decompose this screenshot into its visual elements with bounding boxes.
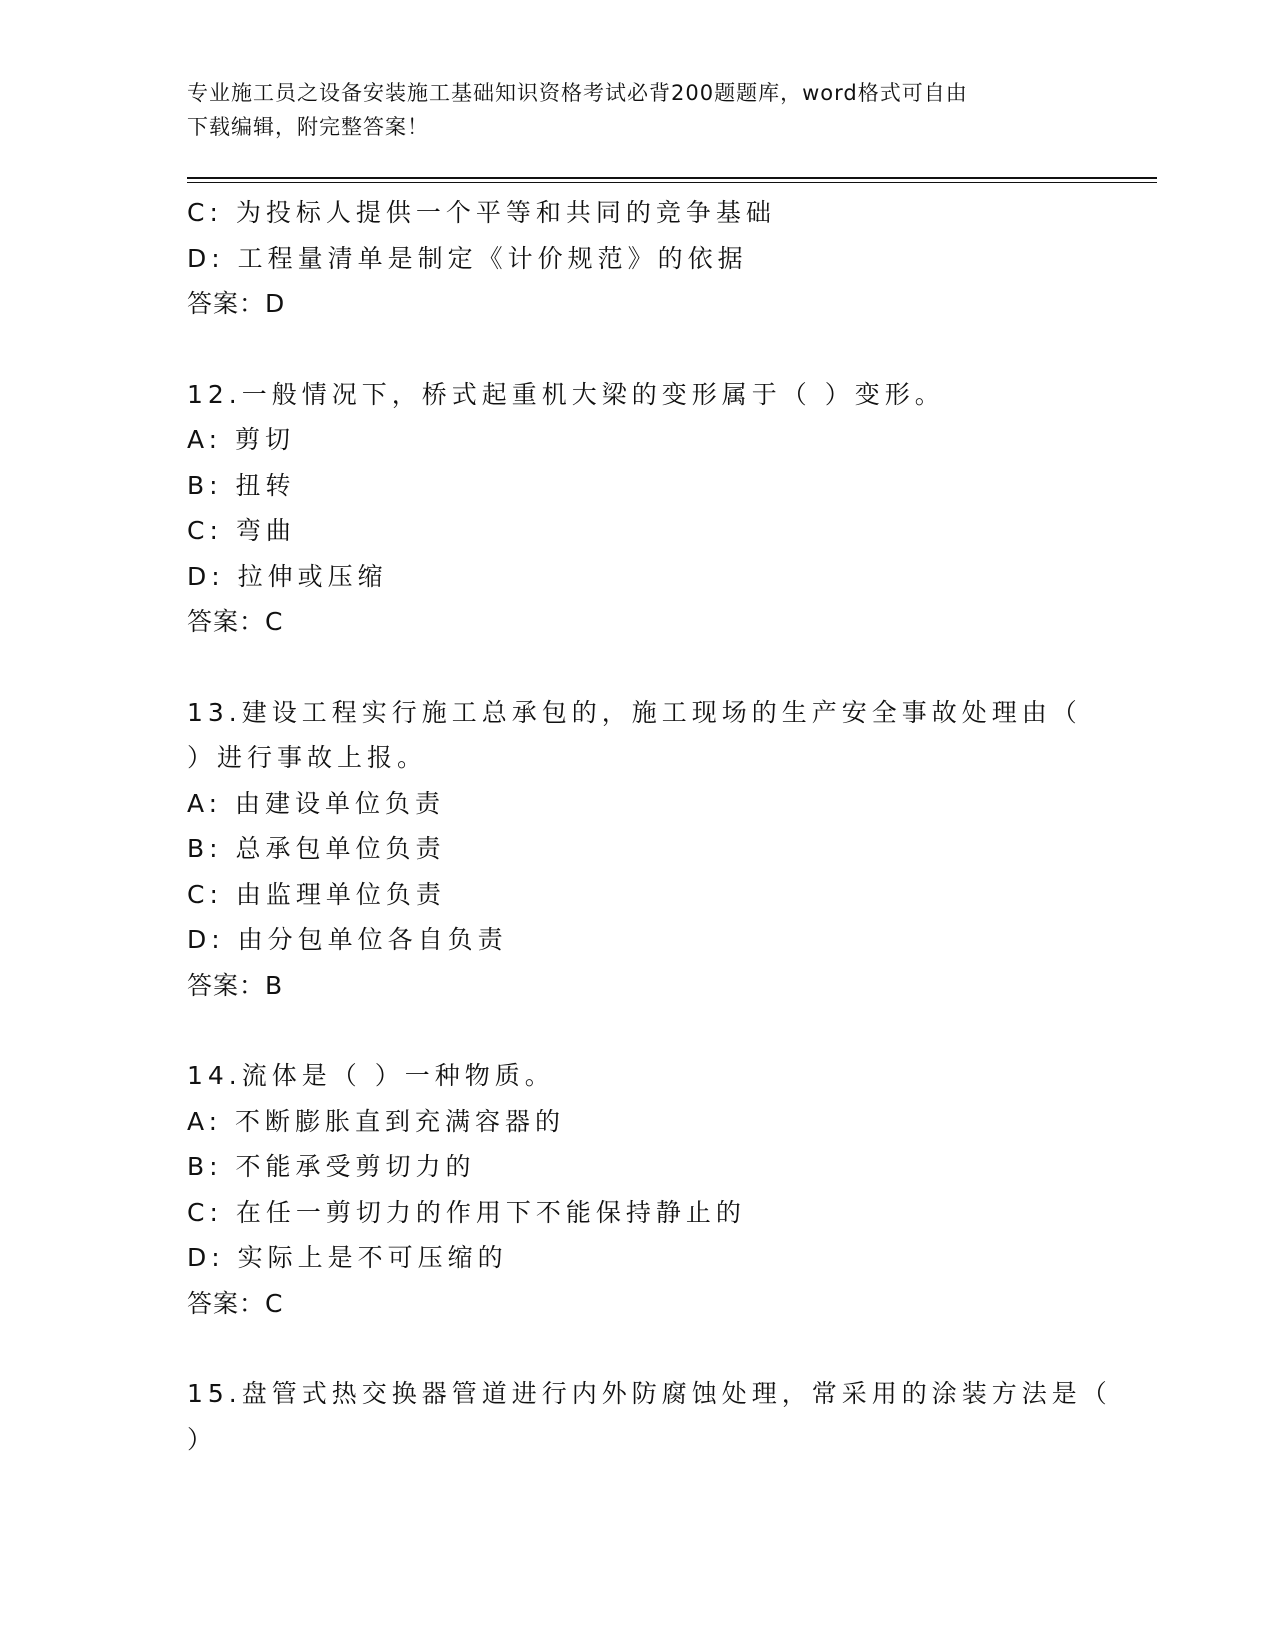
question-block-14 [187, 1053, 1087, 1326]
question-stem-continued: ） [187, 1424, 218, 1454]
header-line-2: 下载编辑，附完整答案！ [187, 115, 429, 139]
option-d: D: 由分包单位各自负责 [187, 925, 508, 954]
option-c: C: 在任一剪切力的作用下不能保持静止的 [187, 1197, 746, 1227]
option-d: D: 拉伸或压缩 [187, 561, 388, 591]
option-d: D: 工程量清单是制定《计价规范》的依据 [187, 243, 748, 273]
question-stem: 13.建设工程实行施工总承包的，施工现场的生产安全事故处理由（ [187, 697, 1082, 727]
question-block-15 [187, 1371, 1112, 1462]
question-stem: 15.盘管式热交换器管道进行内外防腐蚀处理，常采用的涂装方法是（ [187, 1379, 1112, 1408]
option-c: C: 弯曲 [187, 516, 296, 545]
header-line-1: 专业施工员之设备安装施工基础知识资格考试必背200题题库，word格式可自由 [187, 81, 968, 105]
question-block-12 [187, 372, 1087, 645]
option-a: A: 由建设单位负责 [187, 788, 446, 818]
question-stem: 12.一般情况下，桥式起重机大梁的变形属于（ ）变形。 [187, 379, 945, 409]
answer-line: 答案：C [187, 1288, 284, 1318]
answer-line: 答案：C [187, 607, 284, 636]
question-body [187, 190, 1112, 1462]
answer-line: 答案：B [187, 970, 284, 1000]
option-a: A: 剪切 [187, 425, 296, 454]
question-stem: 14.流体是（ ）一种物质。 [187, 1061, 555, 1090]
option-b: B: 扭转 [187, 470, 296, 500]
header-rule-thick [187, 177, 1157, 179]
option-b: B: 不能承受剪切力的 [187, 1152, 476, 1181]
option-a: A: 不断膨胀直到充满容器的 [187, 1106, 566, 1136]
answer-line: 答案：D [187, 289, 286, 318]
question-block-13 [187, 690, 1087, 1009]
document-header [187, 76, 1087, 144]
question-stem-continued: ）进行事故上报。 [187, 743, 428, 772]
option-c: C: 由监理单位负责 [187, 879, 446, 909]
option-b: B: 总承包单位负责 [187, 834, 446, 863]
option-c: C: 为投标人提供一个平等和共同的竞争基础 [187, 198, 776, 227]
question-block-11 [187, 190, 1087, 327]
option-d: D: 实际上是不可压缩的 [187, 1243, 508, 1272]
header-rule-thin [187, 182, 1157, 183]
